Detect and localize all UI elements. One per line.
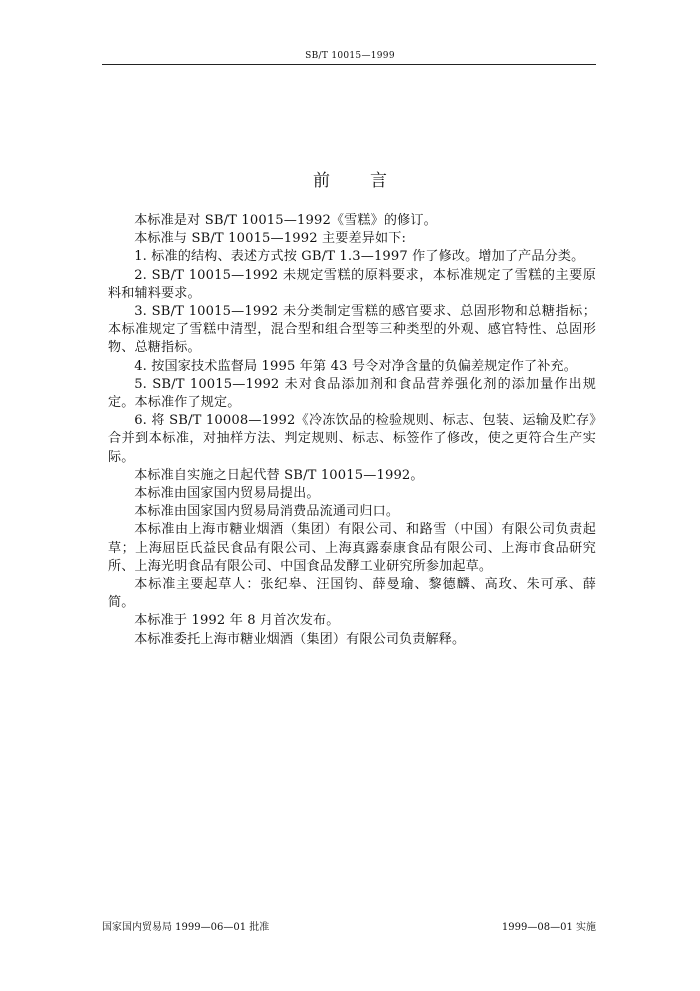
page-title	[0, 166, 700, 191]
paragraph: 本标准委托上海市糖业烟酒（集团）有限公司负责解释。	[134, 631, 466, 647]
paragraph: 本标准与 SB/T 10015—1992 主要差异如下:	[134, 231, 407, 247]
paragraph: 本标准是对 SB/T 10015—1992《雪糕》的修订。	[134, 213, 437, 228]
paragraph: 本标准由国家国内贸易局消费品流通司归口。	[134, 504, 400, 520]
implementation-date: 1999—08—01 实施	[501, 922, 596, 933]
paragraph: 本标准由国家国内贸易局提出。	[134, 486, 320, 502]
paragraph: 本标准由上海市糖业烟酒（集团）有限公司、和路雪（中国）有限公司负责起草；上海屈臣氏益民食品有限公司、上海真露泰康食品有限公司、上海市食品研究所、上海光明食品有限公司、中国食品发酵工业研究所参加起草。	[108, 522, 596, 574]
paragraph: 5. SB/T 10015—1992 未对食品添加剂和食品营养强化剂的添加量作出规定。本标准作了规定。	[108, 376, 596, 411]
header-divider	[102, 64, 596, 65]
page-title-char-2: 言	[370, 171, 387, 191]
paragraph: 2. SB/T 10015—1992 未规定雪糕的原料要求，本标准规定了雪糕的主要原料和辅料要求。	[108, 267, 596, 301]
foreword-body	[108, 212, 596, 649]
approval-date: 国家国内贸易局 1999—06—01 批准	[102, 922, 270, 933]
paragraph: 6. 将 SB/T 10008—1992《冷冻饮品的检验规则、标志、包装、运输及贮存》合并到本标准，对抽样方法、判定规则、标志、标签作了修改，使之更符合生产实际。	[108, 413, 596, 465]
page-title-char-1: 前	[313, 171, 330, 191]
paragraph: 1. 标准的结构、表述方式按 GB/T 1.3—1997 作了修改。增加了产品分类。	[134, 249, 585, 265]
paragraph: 4. 按国家技术监督局 1995 年第 43 号令对净含量的负偏差规定作了补充。	[134, 358, 578, 374]
standard-code-header: SB/T 10015—1999	[305, 51, 395, 61]
paragraph: 本标准主要起草人：张纪皋、汪国钧、薛曼瑜、黎德麟、高玫、朱可承、薛简。	[108, 577, 596, 611]
paragraph: 3. SB/T 10015—1992 未分类制定雪糕的感官要求、总固形物和总糖指标；本标准规定了雪糕中清型，混合型和组合型等三种类型的外观、感官特性、总固形物、总糖指标。	[108, 304, 596, 356]
paragraph: 本标准自实施之日起代替 SB/T 10015—1992。	[134, 467, 424, 483]
paragraph: 本标准于 1992 年 8 月首次发布。	[134, 613, 340, 629]
